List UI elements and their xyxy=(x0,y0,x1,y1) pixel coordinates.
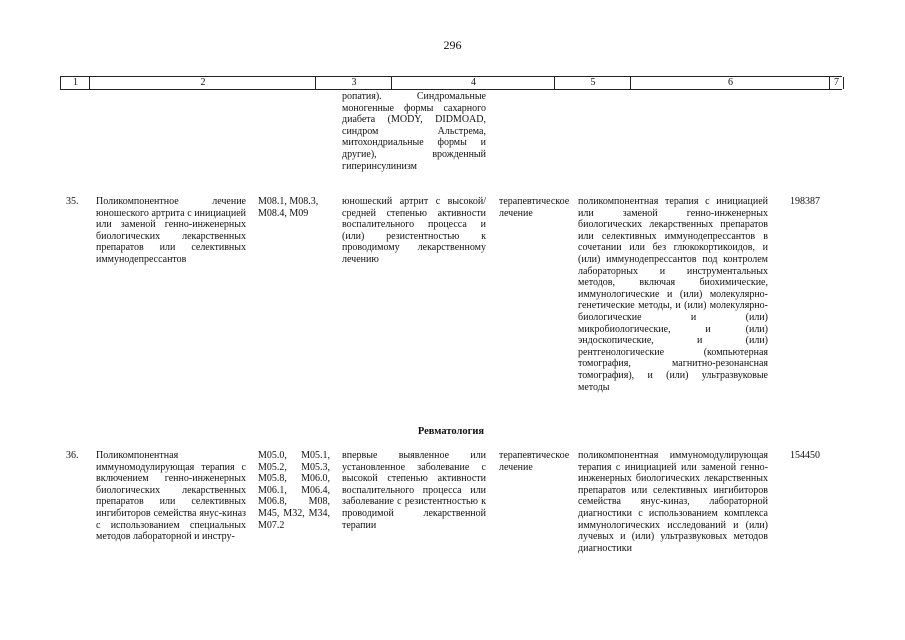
row-36-number: 36. xyxy=(66,450,79,461)
row-35-number: 35. xyxy=(66,196,79,207)
table-header xyxy=(60,76,842,90)
header-col-2: 2 xyxy=(89,77,316,89)
row-35-treatment-method: поликомпонентная терапия с инициацией или заменой генно-инженерных биологических лекарственных препаратов или селективных иммунодепрессантов в сочетании или без глюкокортикоидов, и (или) иммунодепрессантов под контролем лабораторных и инструментальных методов, включая биохимические, иммунологические и (или) молекулярно-генетические методы, и (или) молекулярно-биологические и (или) микробиологические, и (или) эндоскопические, и (или) рентгенологические (компьютерная томография, магнитно-резонансная томография), и (или) ультразвуковые методы xyxy=(578,196,768,393)
header-col-6: 6 xyxy=(630,77,830,89)
section-title: Ревматология xyxy=(417,426,485,437)
row-35-treatment-type: терапевтическое лечение xyxy=(499,196,570,219)
row-36-patient-model: впервые выявленное или установленное заболевание с высокой степенью активности воспалительного процесса или заболевание с резистентностью к проводимой лекарственной терапии xyxy=(342,450,486,531)
row-36-cost: 154450 xyxy=(790,450,820,461)
header-col-5: 5 xyxy=(554,77,631,89)
row-35-cost: 198387 xyxy=(790,196,820,207)
row-36-treatment-method: поликомпонентная иммуномодулирующая терапия с инициацией или заменой генно-инженерных биологических лекарственных препаратов или селективных ингибиторов семейства янус-киназ, лабораторной диагностики с использованием комплекса иммунологических исследований и (или) лучевых и (или) ультразвуковых методов диагностики xyxy=(578,450,768,554)
row-35-patient-model: юношеский артрит с высокой/средней степенью активности воспалительного процесса и (или) резистентностью к проводимому лекарственному лечению xyxy=(342,196,486,265)
row-36-treatment-type: терапевтическое лечение xyxy=(499,450,570,473)
page-number: 296 xyxy=(443,38,462,52)
continuation-model-text: ропатия). Синдромальные моногенные формы сахарного диабета (MODY, DIDMOAD, синдром Альстрема, митохондриальные формы и другие), врожденный гиперинсулинизм xyxy=(342,91,486,172)
row-35-icd-codes: M08.1, M08.3, M08.4, M09 xyxy=(258,196,319,219)
row-36-treatment-name: Поликомпонентная иммуномодулирующая терапия с включением генно-инженерных биологических лекарственных препаратов или селективных ингибиторов семейства янус-киназ с использованием специальных методов лабораторной и инстру- xyxy=(96,450,246,543)
header-col-1: 1 xyxy=(60,77,90,89)
header-col-3: 3 xyxy=(315,77,392,89)
header-col-4: 4 xyxy=(391,77,555,89)
row-35-treatment-name: Поликомпонентное лечение юношеского артрита с инициацией или заменой генно-инженерных биологических лекарственных препаратов или селективных иммунодепрессантов xyxy=(96,196,246,265)
row-36-icd-codes: M05.0, M05.1, M05.2, M05.3, M05.8, M06.0, M06.1, M06.4, M06.8, M08, M45, M32, M34, M07.2 xyxy=(258,450,330,531)
header-col-7: 7 xyxy=(829,77,844,89)
